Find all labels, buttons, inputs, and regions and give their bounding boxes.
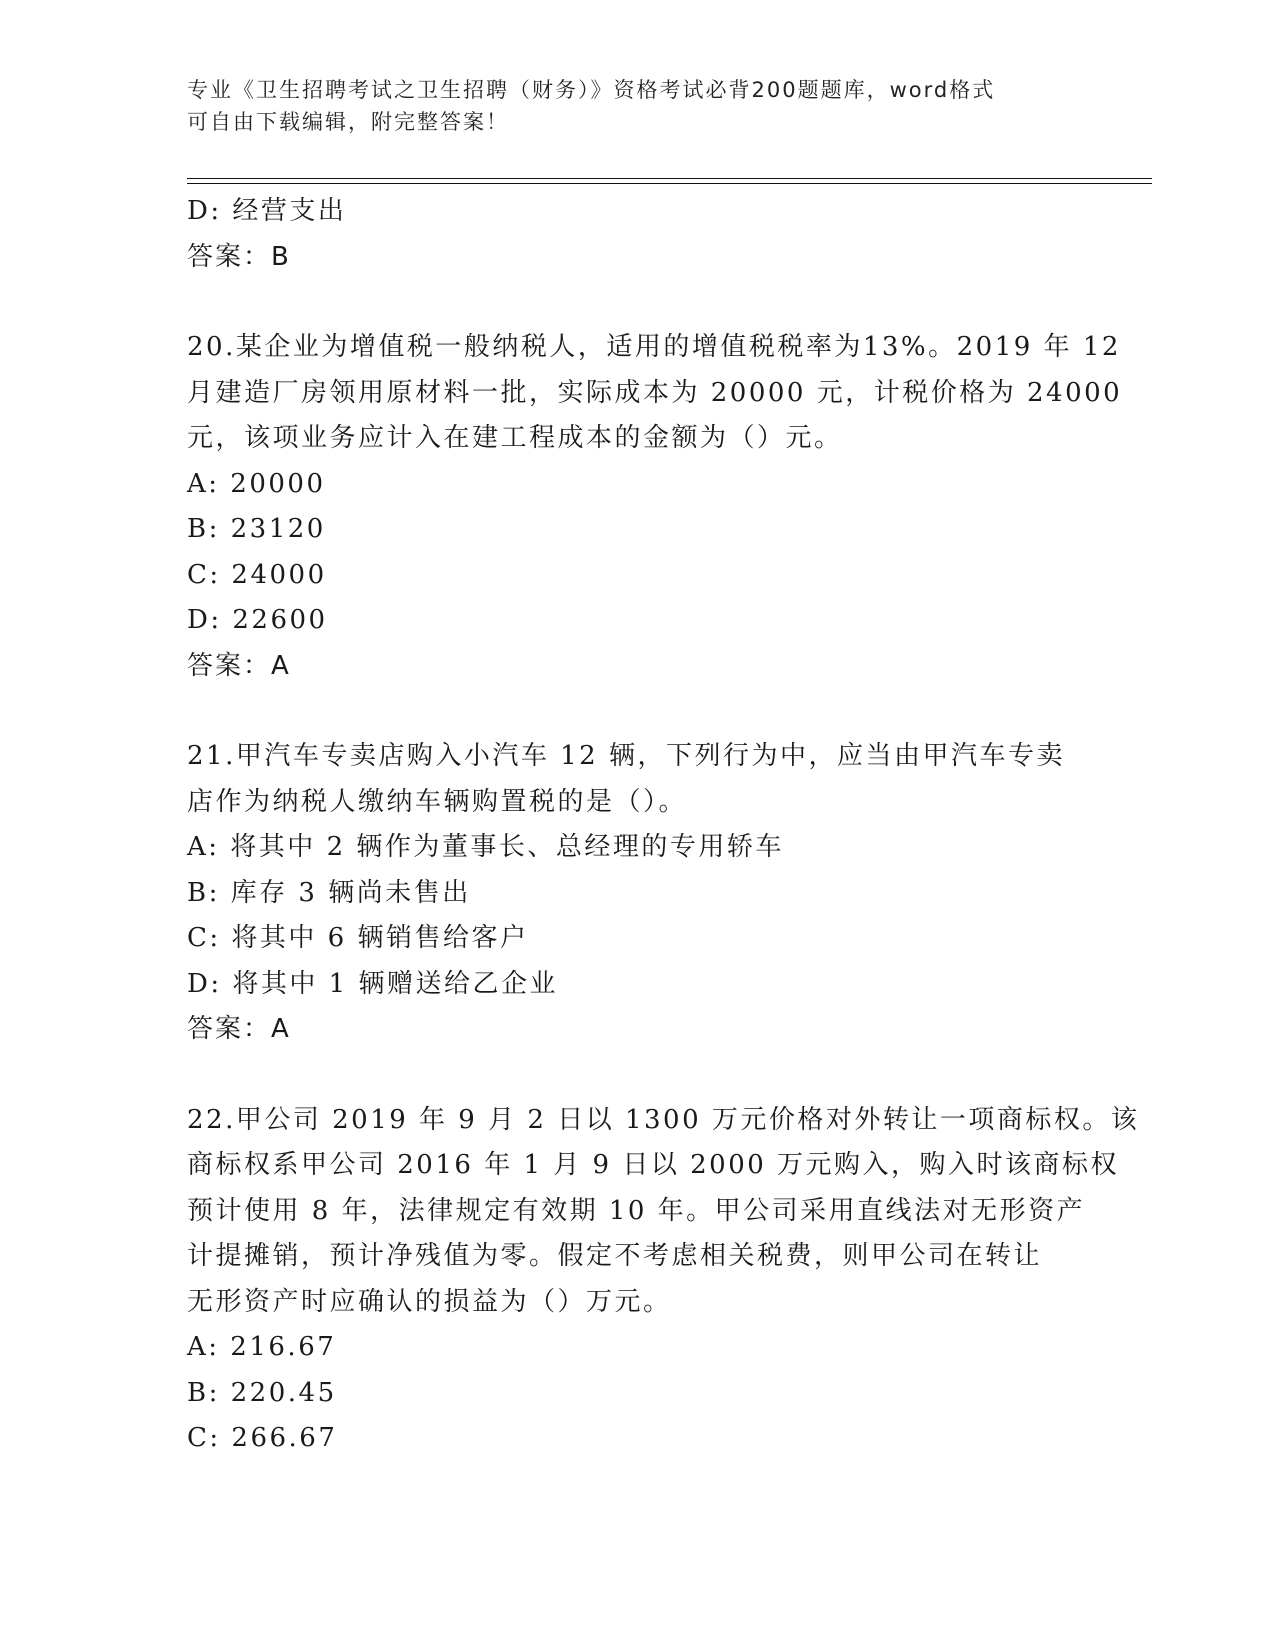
option-c: C: 266.67 (187, 1423, 338, 1453)
header-divider-top (187, 178, 1152, 179)
question-text-line: 商标权系甲公司 2016 年 1 月 9 日以 2000 万元购入，购入时该商标权 (187, 1150, 1120, 1180)
question-text-line: 21.甲汽车专卖店购入小汽车 12 辆，下列行为中，应当由甲汽车专卖 (187, 741, 1065, 771)
question-text-line: 20.某企业为增值税一般纳税人，适用的增值税税率为13%。2019 年 12 (187, 332, 1121, 362)
question-text-line: 预计使用 8 年，法律规定有效期 10 年。甲公司采用直线法对无形资产 (187, 1195, 1086, 1226)
question-text-line: 店作为纳税人缴纳车辆购置税的是（）。 (187, 786, 688, 817)
question-content (187, 189, 1140, 1462)
header-title-line: 专业《卫生招聘考试之卫生招聘（财务）》资格考试必背200题题库，word格式 (187, 78, 996, 102)
option-b: B: 库存 3 辆尚未售出 (187, 877, 471, 908)
question-20 (187, 325, 1123, 689)
previous-question-tail (187, 189, 1087, 280)
option-a: A: 216.67 (187, 1332, 337, 1362)
question-text-line: 无形资产时应确认的损益为（）万元。 (187, 1286, 672, 1317)
header-divider-bottom (187, 183, 1152, 184)
spacer (187, 1053, 1087, 1098)
question-22 (187, 1098, 1140, 1462)
answer-line: 答案：B (187, 241, 291, 272)
spacer (187, 280, 1087, 325)
spacer (187, 689, 1087, 734)
question-21 (187, 734, 1087, 1053)
option-d: D: 将其中 1 辆赠送给乙企业 (187, 968, 558, 999)
option-a: A: 将其中 2 辆作为董事长、总经理的专用轿车 (187, 832, 784, 862)
question-text-line: 元，该项业务应计入在建工程成本的金额为（）元。 (187, 423, 843, 453)
document-header (187, 74, 1067, 138)
answer-line: 答案：A (187, 1014, 291, 1044)
answer-line: 答案：A (187, 650, 291, 681)
question-text-line: 计提摊销，预计净残值为零。假定不考虑相关税费，则甲公司在转让 (187, 1241, 1043, 1271)
option-b: B: 23120 (187, 514, 326, 544)
option-d: D: 22600 (187, 605, 328, 635)
question-text-line: 22.甲公司 2019 年 9 月 2 日以 1300 万元价格对外转让一项商标权。该 (187, 1104, 1140, 1135)
option-b: B: 220.45 (187, 1377, 337, 1408)
header-subtitle-line: 可自由下载编辑，附完整答案！ (187, 110, 509, 134)
option-c: C: 24000 (187, 559, 327, 590)
option-c: C: 将其中 6 辆销售给客户 (187, 923, 529, 953)
option-d: D: 经营支出 (187, 196, 347, 226)
question-text-line: 月建造厂房领用原材料一批，实际成本为 20000 元，计税价格为 24000 (187, 377, 1123, 408)
option-a: A: 20000 (187, 468, 326, 499)
